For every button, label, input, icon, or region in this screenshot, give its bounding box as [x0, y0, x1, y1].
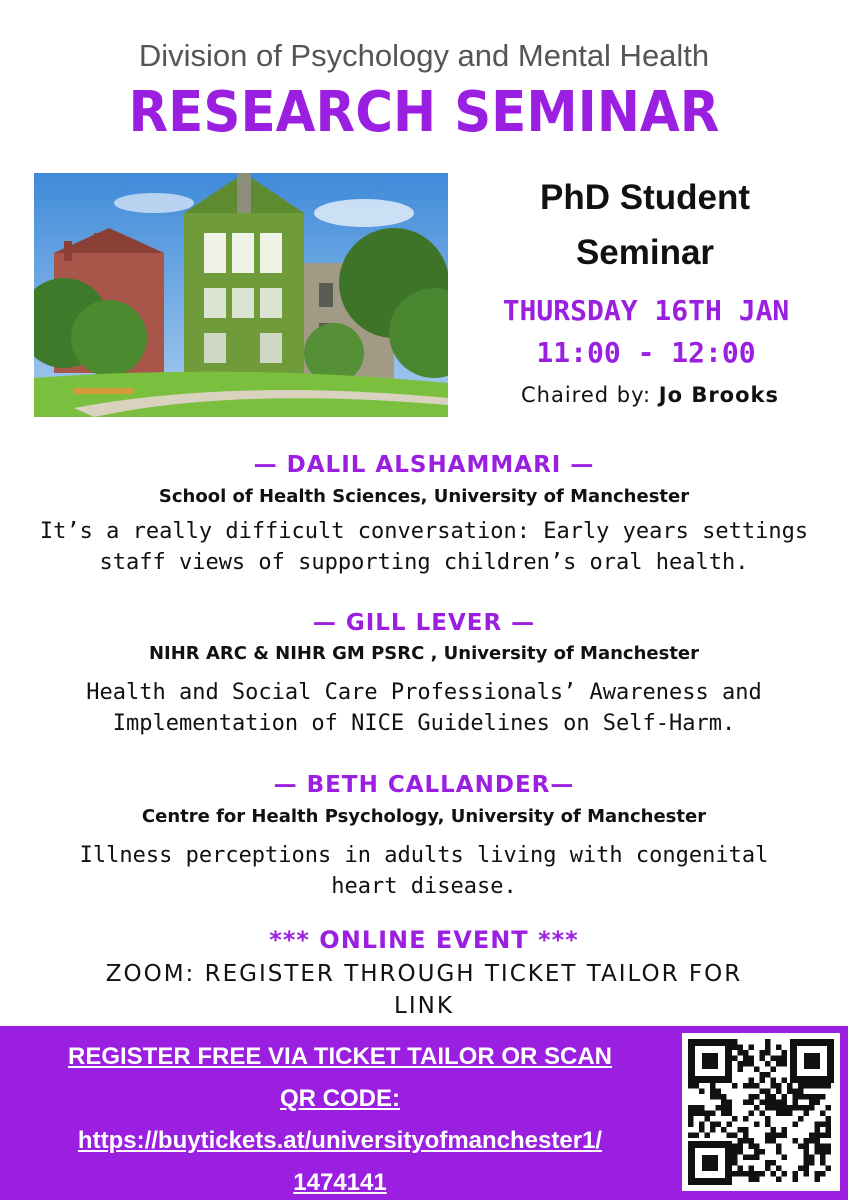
speaker-name: — GILL LEVER — [312, 610, 536, 636]
talk-title-line1: It’s a really difficult conversation: Early years settings [39, 519, 809, 544]
speaker-affiliation: Centre for Health Psychology, University of Manchester [141, 806, 707, 827]
register-text [0, 1036, 680, 1204]
event-type-line1: PhD Student [540, 178, 750, 217]
zoom-line1: ZOOM: REGISTER THROUGH TICKET TAILOR FOR [105, 961, 743, 987]
talk-title-line2: Implementation of NICE Guidelines on Self-Harm. [112, 711, 736, 736]
speaker-affiliation: NIHR ARC & NIHR GM PSRC , University of Manchester [148, 643, 700, 664]
talk-title-line2: staff views of supporting children’s oral health. [99, 550, 749, 575]
talk-title [10, 516, 838, 578]
division-heading: Division of Psychology and Mental Health [138, 38, 710, 73]
zoom-instructions [20, 958, 828, 1022]
register-line2[interactable]: QR CODE: [280, 1085, 400, 1112]
event-datetime [450, 290, 842, 374]
event-type [460, 170, 830, 280]
speaker-name: — DALIL ALSHAMMARI — [253, 452, 595, 478]
seminar-title: RESEARCH SEMINAR [128, 80, 720, 145]
speaker-affiliation: School of Health Sciences, University of Manchester [158, 486, 690, 507]
register-link-line2[interactable]: 1474141 [293, 1169, 387, 1196]
chair-line [460, 383, 840, 407]
talk-title-line2: heart disease. [331, 874, 517, 899]
online-event-label: *** ONLINE EVENT *** [269, 926, 579, 954]
chair-label: Chaired by: [520, 383, 652, 407]
talk-title [10, 840, 838, 902]
event-type-line2: Seminar [575, 233, 715, 272]
chair-name: Jo Brooks [658, 383, 779, 407]
speaker-name: — BETH CALLANDER— [273, 772, 575, 798]
zoom-line2: LINK [394, 993, 454, 1019]
register-link-line1[interactable]: https://buytickets.at/universityofmanchester1/ [77, 1127, 603, 1154]
qr-code[interactable] [682, 1033, 840, 1191]
building-photo [34, 173, 448, 417]
talk-title [10, 677, 838, 739]
event-date: THURSDAY 16TH JAN [502, 294, 790, 327]
talk-title-line1: Illness perceptions in adults living with congenital [79, 843, 769, 868]
event-time: 11:00 - 12:00 [536, 336, 756, 369]
qr-code-image [682, 1033, 840, 1191]
register-line1[interactable]: REGISTER FREE VIA TICKET TAILOR OR SCAN [67, 1043, 613, 1070]
talk-title-line1: Health and Social Care Professionals’ Awareness and [86, 680, 762, 705]
